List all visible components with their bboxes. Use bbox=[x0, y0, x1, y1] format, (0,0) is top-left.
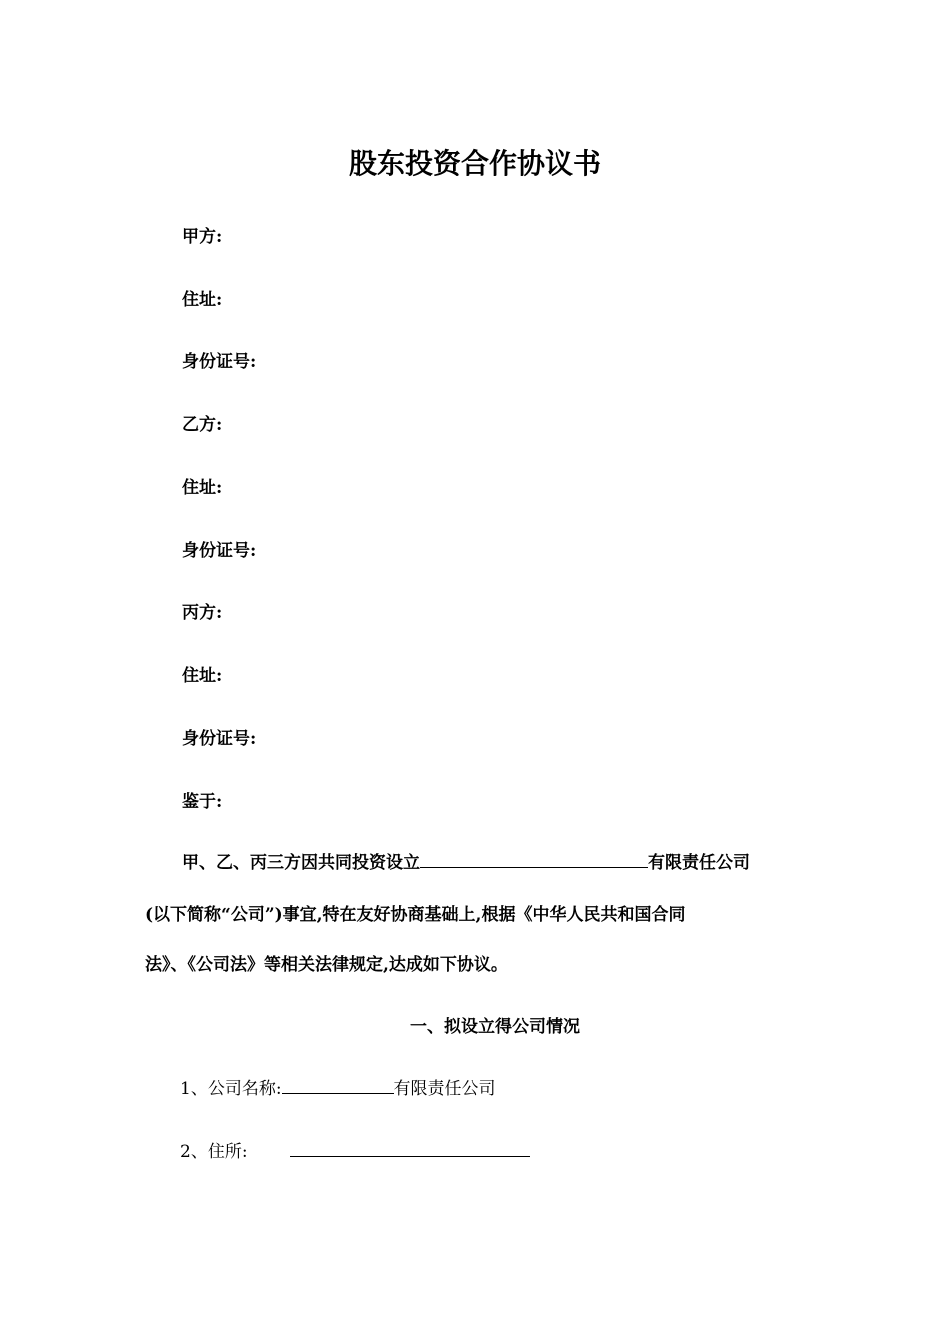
address-field-blank bbox=[290, 1141, 530, 1157]
party-b-address-label: 住址: bbox=[182, 478, 223, 498]
document-title: 股东投资合作协议书 bbox=[348, 147, 601, 180]
party-a-label: 甲方: bbox=[182, 227, 223, 247]
party-a-address-label: 住址: bbox=[182, 290, 223, 310]
party-b-label: 乙方: bbox=[182, 415, 223, 435]
item-2-label: 2、住所: bbox=[180, 1142, 248, 1162]
company-name-blank bbox=[420, 852, 648, 868]
preamble-line-1-start: 甲、乙、丙三方因共同投资设立 bbox=[182, 853, 420, 873]
party-c-id-label: 身份证号: bbox=[182, 729, 257, 749]
section-1-heading: 一、拟设立得公司情况 bbox=[410, 1017, 580, 1037]
preamble-line-3: 法》、《公司法》等相关法律规定,达成如下协议。 bbox=[145, 955, 508, 975]
section-1-item-2 bbox=[180, 1137, 530, 1162]
party-a-id-label: 身份证号: bbox=[182, 352, 257, 372]
preamble-line-1-end: 有限责任公司 bbox=[648, 853, 750, 873]
item-1-label: 1、公司名称: bbox=[180, 1079, 282, 1099]
item-1-suffix: 有限责任公司 bbox=[393, 1079, 496, 1099]
party-c-label: 丙方: bbox=[182, 603, 223, 623]
party-c-address-label: 住址: bbox=[182, 666, 223, 686]
preamble-line-1 bbox=[182, 848, 750, 873]
party-b-id-label: 身份证号: bbox=[182, 541, 257, 561]
preamble-line-2: (以下简称“公司”)事宜,特在友好协商基础上,根据《中华人民共和国合同 bbox=[145, 905, 686, 925]
whereas-label: 鉴于: bbox=[182, 792, 223, 812]
section-1-item-1 bbox=[180, 1074, 496, 1099]
company-name-field-blank bbox=[282, 1078, 394, 1094]
